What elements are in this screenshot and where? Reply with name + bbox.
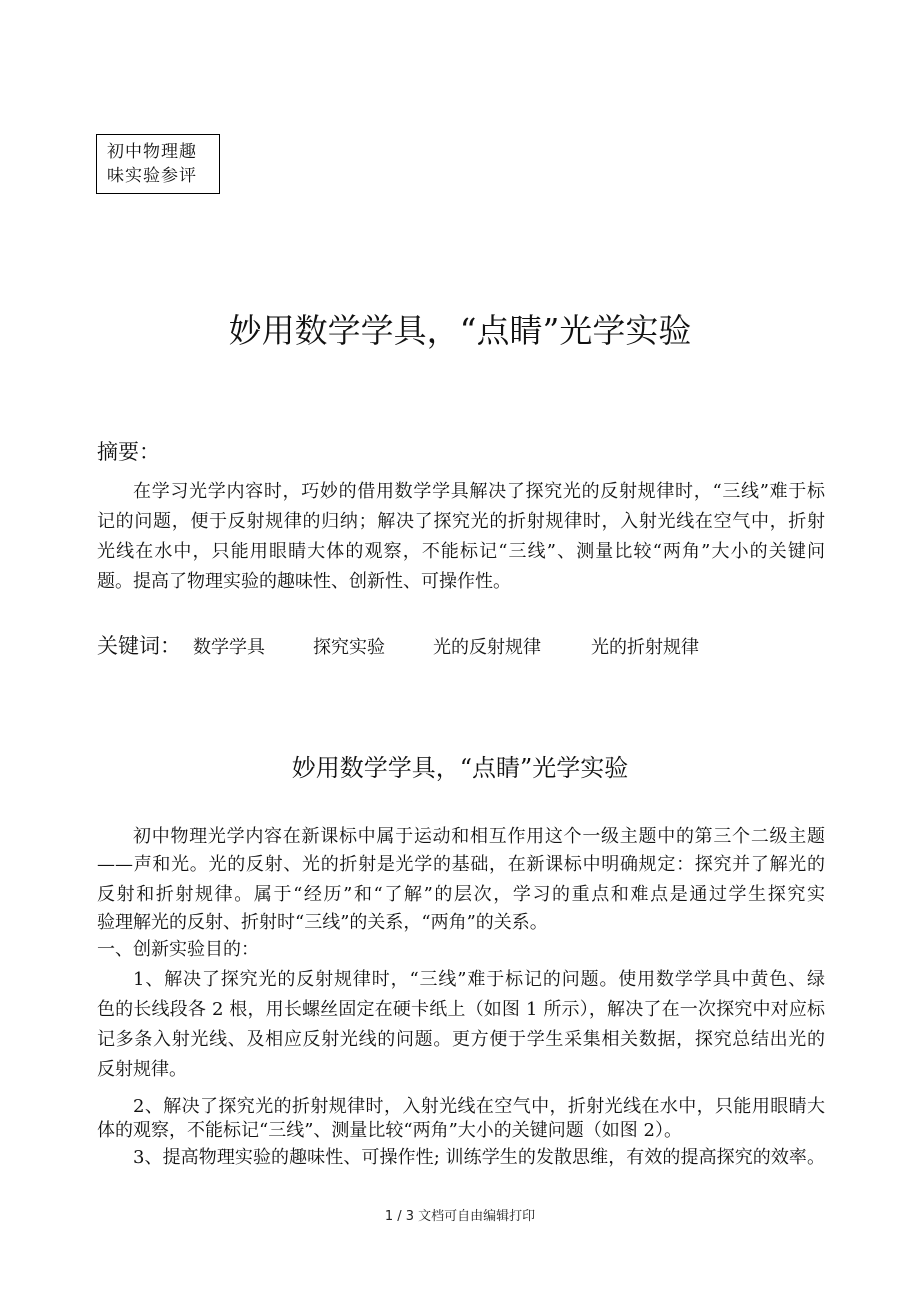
category-label-line: 味实验参评 — [107, 166, 197, 186]
abstract-line: 在学习光学内容时，巧妙的借用数学学具解决了探究光的反射规律时，“三线”难于标 — [133, 481, 825, 502]
keyword: 探究实验 — [313, 637, 385, 658]
body-line: 色的长线段各 2 根，用长螺丝固定在硬卡纸上（如图 1 所示），解决了在一次探究中对应标 — [97, 999, 825, 1020]
body-line: 记多条入射光线、及相应反射光线的问题。更方便于学生采集相关数据，探究总结出光的 — [97, 1029, 825, 1050]
keyword: 数学学具 — [193, 637, 265, 658]
page-footer: 1 / 3 文档可自由编辑打印 — [384, 1209, 536, 1224]
document-title: 妙用数学学具，“点睛”光学实验 — [228, 311, 692, 350]
body-line: 1、解决了探究光的反射规律时，“三线”难于标记的问题。使用数学学具中黄色、绿 — [133, 969, 825, 990]
abstract-line: 记的问题，便于反射规律的归纳；解决了探究光的折射规律时，入射光线在空气中，折射 — [97, 511, 825, 532]
category-label-box — [96, 134, 220, 194]
abstract-line: 题。提高了物理实验的趣味性、创新性、可操作性。 — [97, 571, 511, 592]
body-line: 3、提高物理实验的趣味性、可操作性; 训练学生的发散思维，有效的提高探究的效率。 — [133, 1147, 825, 1168]
category-label-line: 初中物理趣 — [107, 142, 197, 162]
body-line: ——声和光。光的反射、光的折射是光学的基础，在新课标中明确规定：探究并了解光的 — [97, 854, 825, 875]
keywords-label: 关键词： — [97, 634, 181, 658]
body-line: 初中物理光学内容在新课标中属于运动和相互作用这个一级主题中的第三个二级主题 — [133, 826, 825, 847]
body-line: 2、解决了探究光的折射规律时，入射光线在空气中，折射光线在水中，只能用眼睛大 — [133, 1096, 825, 1117]
body-line: 反射规律。 — [97, 1059, 187, 1080]
keyword: 光的反射规律 — [433, 637, 541, 658]
abstract-heading: 摘要： — [97, 440, 160, 464]
section-heading: 一、创新实验目的： — [97, 939, 259, 960]
abstract-line: 光线在水中，只能用眼睛大体的观察，不能标记“三线”、测量比较“两角”大小的关键问 — [97, 541, 825, 562]
body-line: 反射和折射规律。属于“经历”和“了解”的层次，学习的重点和难点是通过学生探究实 — [97, 884, 825, 905]
body-line: 验理解光的反射、折射时“三线”的关系，“两角”的关系。 — [97, 912, 548, 933]
keyword: 光的折射规律 — [591, 637, 699, 658]
body-line: 体的观察，不能标记“三线”、测量比较“两角”大小的关键问题（如图 2）。 — [97, 1120, 682, 1141]
section-title: 妙用数学学具，“点睛”光学实验 — [291, 754, 629, 782]
